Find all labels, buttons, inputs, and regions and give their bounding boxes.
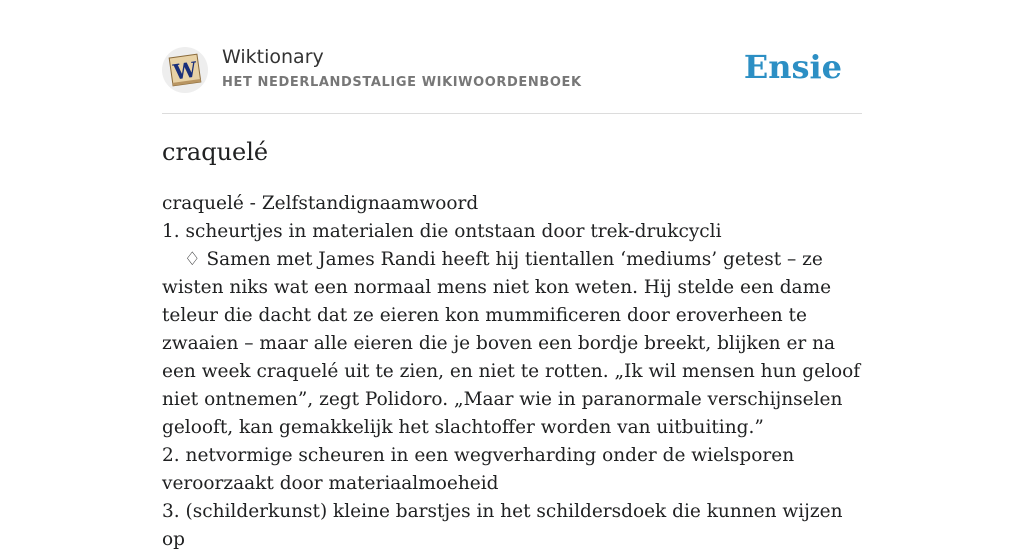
site-name[interactable]: Wiktionary	[222, 46, 324, 68]
page-title: craquelé	[162, 138, 269, 166]
definition-1: 1. scheurtjes in materialen die ontstaan door trek-drukcycli	[162, 221, 722, 242]
site-tagline: HET NEDERLANDSTALIGE WIKIWOORDENBOEK	[222, 75, 582, 90]
example-quote: ♢ Samen met James Randi heeft hij tientallen ‘mediums’ getest – ze wisten niks wat een normaal mens niet kon weten. Hij stelde een dame teleur die dacht dat ze eieren kon mummificeren door eroverheen te zwaaien – maar alle eieren die je boven een bordje breekt, blijken er na een week craquelé uit te zien, en niet te rotten. „Ik wil mensen hun geloof niet ontnemen”, zegt Polidoro. „Maar wie in paranormale verschijnselen gelooft, kan gemakkelijk het slachtoffer worden van uitbuiting.”	[162, 249, 861, 438]
logo-letter: W	[171, 56, 199, 85]
site-header	[162, 0, 862, 114]
definition-2: 2. netvormige scheuren in een wegverharding onder de wielsporen veroorzaakt door materiaalmoeheid	[162, 445, 795, 494]
page	[162, 0, 862, 550]
entry-content	[162, 190, 862, 554]
wiktionary-logo-icon[interactable]	[162, 47, 208, 93]
definition-3: 3. (schilderkunst) kleine barstjes in het schildersdoek die kunnen wijzen op	[162, 501, 843, 550]
part-of-speech-line: craquelé - Zelfstandignaamwoord	[162, 193, 479, 214]
ensie-brand-link[interactable]: Ensie	[743, 48, 842, 86]
